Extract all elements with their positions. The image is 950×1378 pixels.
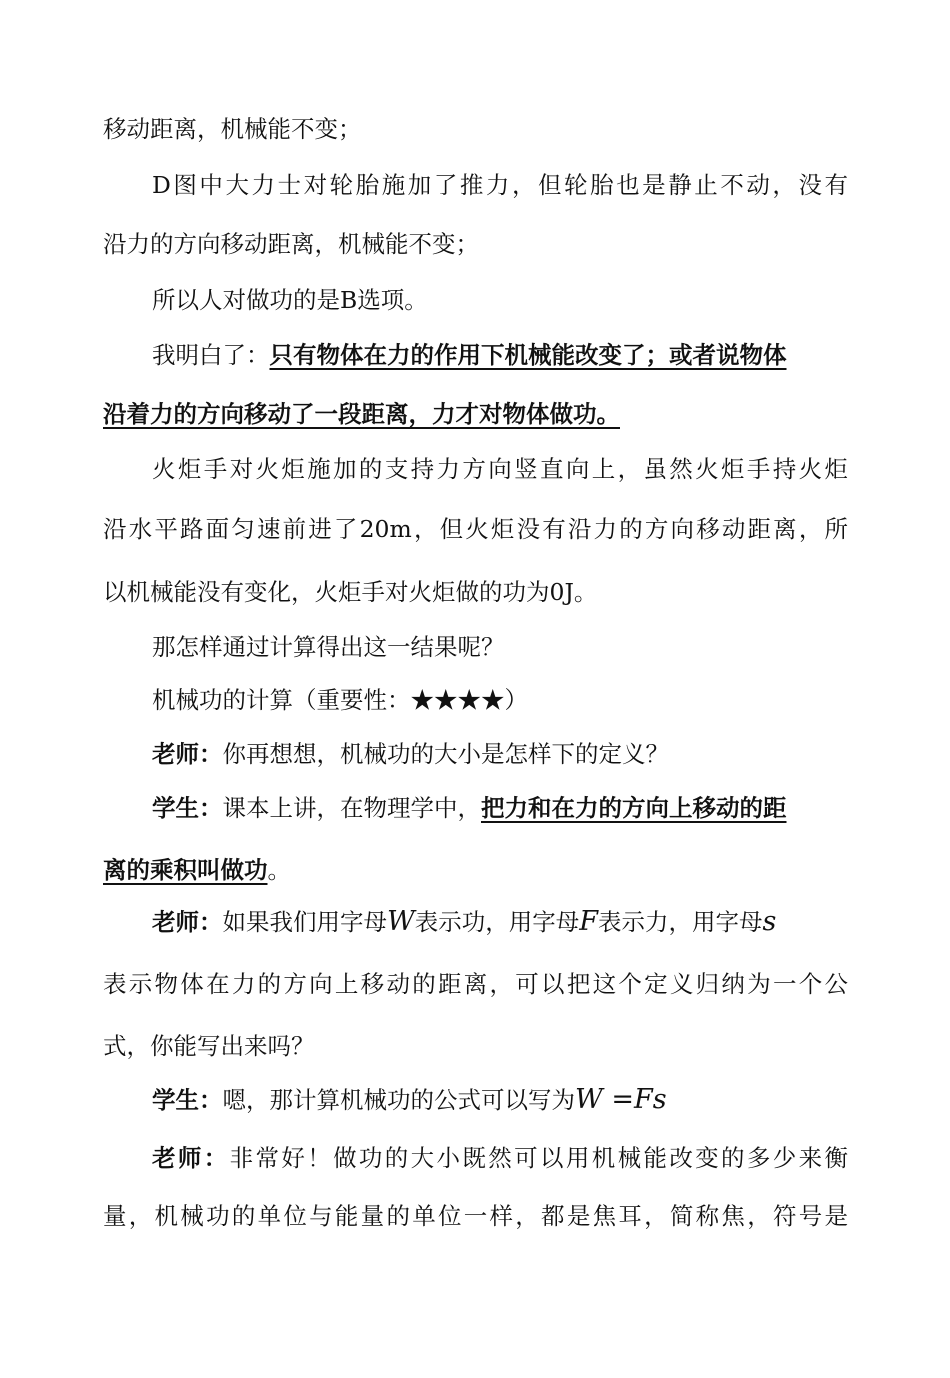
paragraph-line — [103, 397, 848, 431]
formula: W =Fs — [575, 1084, 667, 1115]
dialogue-text: 表示功，用字母 — [414, 908, 580, 936]
paragraph-line: 式，你能写出来吗？ — [103, 1032, 315, 1060]
dialogue-text: 课本上讲，在物理学中， — [222, 794, 481, 822]
dialogue-line — [103, 853, 848, 887]
dialogue-line — [152, 1141, 848, 1175]
speaker-label: 老师： — [152, 908, 223, 936]
paragraph-line: 火炬手对火炬施加的支持力方向竖直向上，虽然火炬手持火炬 — [152, 455, 848, 483]
paragraph-line: 沿力的方向移动距离，机械能不变； — [103, 230, 479, 258]
dialogue-text: 非常好！做功的大小既然可以用机械能改变的多少来衡 — [229, 1144, 849, 1172]
emphasized-text: 把力和在力的方向上移动的距 — [481, 794, 787, 822]
paragraph-line: 那怎样通过计算得出这一结果呢？ — [152, 633, 505, 661]
dialogue-text: 。 — [267, 856, 291, 884]
dialogue-text: 嗯，那计算机械功的公式可以写为 — [222, 1086, 575, 1114]
paragraph-line: 机械功的计算（重要性：★★★★） — [152, 686, 528, 714]
lead-in-text: 我明白了： — [152, 341, 270, 369]
paragraph-line: 所以人对做功的是B选项。 — [152, 286, 428, 314]
emphasized-text: 只有物体在力的作用下机械能改变了；或者说物体 — [269, 341, 787, 369]
speaker-label: 老师： — [152, 740, 223, 768]
dialogue-line — [152, 1083, 848, 1117]
paragraph-line: 量，机械功的单位与能量的单位一样，都是焦耳，简称焦，符号是 — [103, 1202, 848, 1230]
paragraph-line: 移动距离，机械能不变； — [103, 115, 362, 143]
speaker-label: 学生： — [152, 794, 223, 822]
math-symbol: s — [762, 906, 777, 937]
emphasized-text: 离的乘积叫做功 — [103, 856, 268, 884]
paragraph-line: 以机械能没有变化，火炬手对火炬做的功为0J。 — [103, 578, 598, 606]
paragraph-line: 沿水平路面匀速前进了20m，但火炬没有沿力的方向移动距离，所 — [103, 515, 848, 543]
speaker-label: 学生： — [152, 1086, 223, 1114]
paragraph-line — [152, 338, 848, 372]
emphasized-text: 沿着力的方向移动了一段距离，力才对物体做功。 — [103, 400, 620, 428]
dialogue-text: 如果我们用字母 — [222, 908, 387, 936]
dialogue-text: 表示力，用字母 — [598, 908, 763, 936]
dialogue-text: 你再想想，机械功的大小是怎样下的定义？ — [222, 740, 669, 768]
dialogue-line — [152, 791, 848, 825]
paragraph-line: 表示物体在力的方向上移动的距离，可以把这个定义归纳为一个公 — [103, 970, 848, 998]
dialogue-line — [152, 905, 848, 939]
math-symbol: F — [579, 906, 598, 937]
speaker-label: 老师： — [152, 1144, 230, 1172]
math-symbol: W — [387, 906, 415, 937]
dialogue-line — [152, 737, 848, 771]
paragraph-line: D图中大力士对轮胎施加了推力，但轮胎也是静止不动，没有 — [152, 171, 848, 199]
